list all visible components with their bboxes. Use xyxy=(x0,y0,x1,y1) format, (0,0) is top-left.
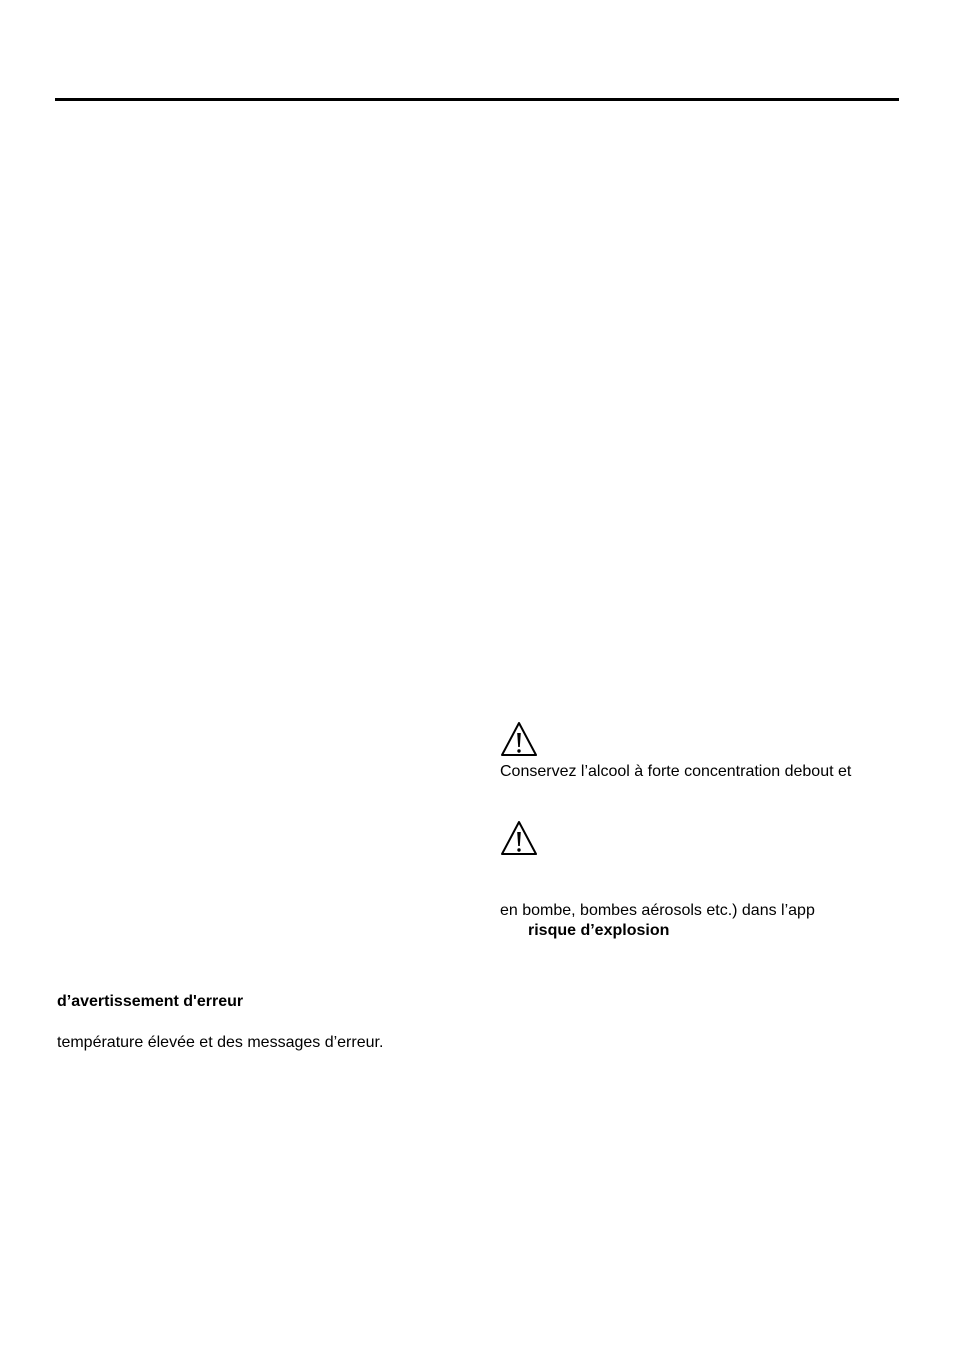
warning-2-emphasis: risque d’explosion xyxy=(528,922,670,939)
section-body-text: température élevée et des messages d’erreur. xyxy=(57,1034,384,1051)
warning-2-text: en bombe, bombes aérosols etc.) dans l’app xyxy=(500,902,815,919)
warning-triangle-icon xyxy=(500,820,538,856)
warning-1-text: Conservez l’alcool à forte concentration debout et xyxy=(500,763,852,780)
section-heading: d’avertissement d'erreur xyxy=(57,993,244,1010)
header-rule xyxy=(55,98,899,101)
warning-triangle-icon xyxy=(500,721,538,757)
